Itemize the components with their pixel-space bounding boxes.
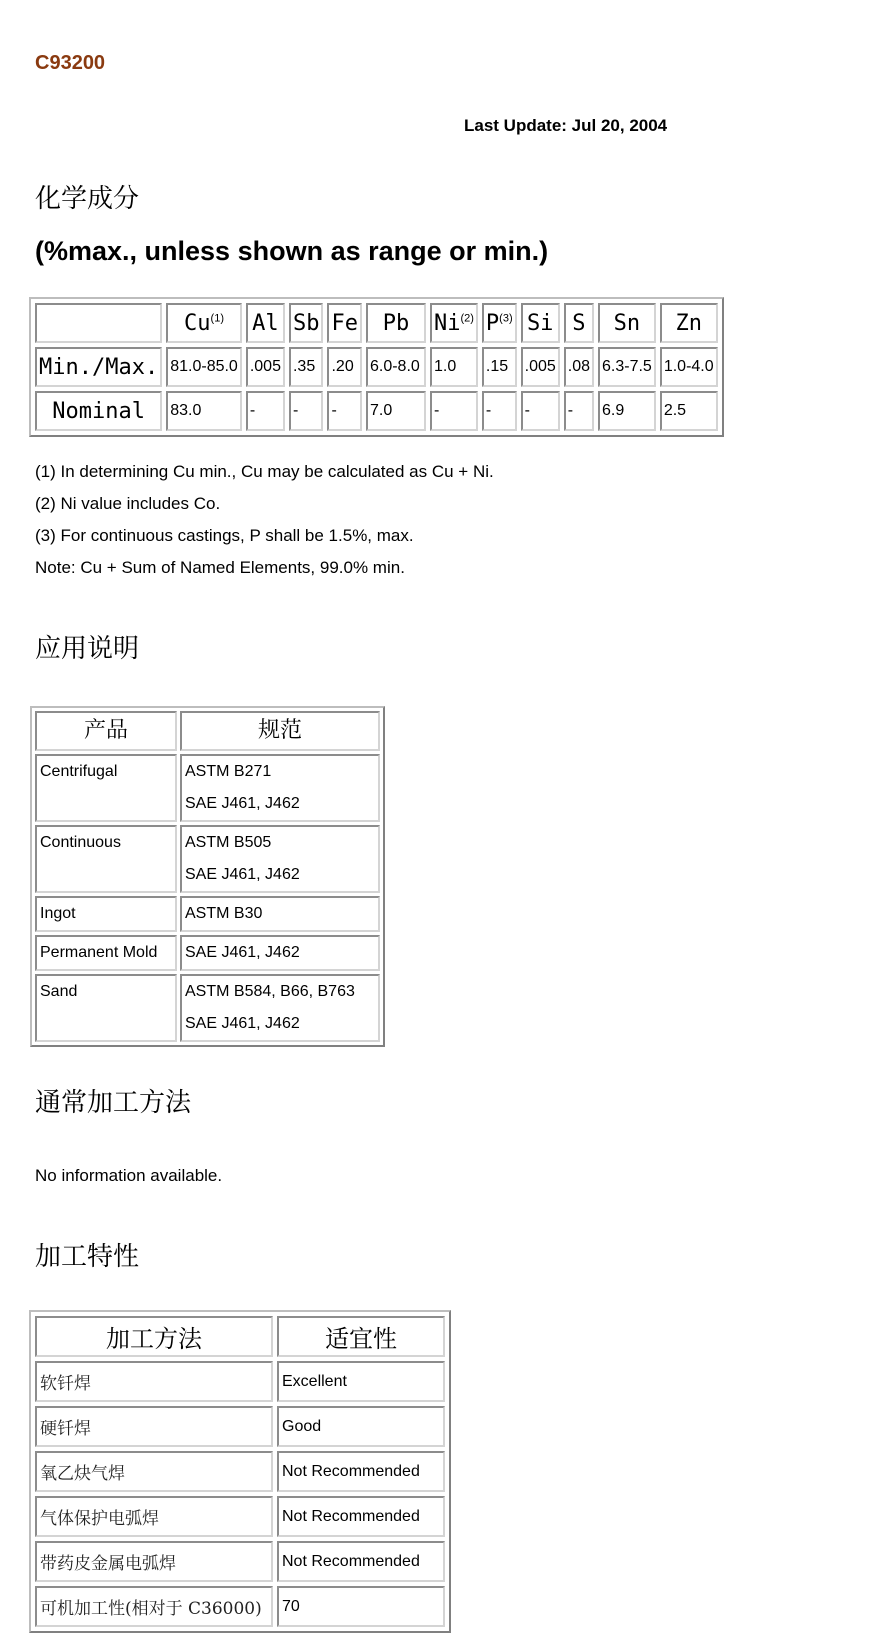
fabrication-header-row xyxy=(35,1316,445,1357)
table-row xyxy=(35,1586,445,1627)
cell-value: 83.0 xyxy=(166,391,242,431)
suitability-cell: Good xyxy=(277,1406,445,1447)
col-cu: Cu$^{(1)}$ xyxy=(166,303,242,343)
col-product: 产品 xyxy=(35,711,177,751)
cell-value: - xyxy=(327,391,362,431)
col-sn: Sn xyxy=(598,303,656,343)
suitability-cell: Excellent xyxy=(277,1361,445,1402)
applications-heading: 应用说明 xyxy=(35,634,140,664)
cell-value: .005 xyxy=(246,347,285,387)
col-method: 加工方法 xyxy=(35,1316,273,1357)
method-cell: 气体保护电弧焊 xyxy=(35,1496,273,1537)
table-row xyxy=(35,935,380,971)
product-cell: Sand xyxy=(35,974,177,1042)
col-pb: Pb xyxy=(366,303,426,343)
fabrication-heading: 加工特性 xyxy=(35,1242,140,1272)
col-si: Si xyxy=(521,303,560,343)
cell-value: 81.0-85.0 xyxy=(166,347,242,387)
suitability-cell: 70 xyxy=(277,1586,445,1627)
composition-minmax-row xyxy=(35,347,718,387)
col-ni: Ni$^{(2)}$ xyxy=(430,303,478,343)
table-row xyxy=(35,825,380,893)
cell-value: .20 xyxy=(327,347,362,387)
footnote-1: (1) In determining Cu min., Cu may be calculated as Cu + Ni. xyxy=(35,462,494,481)
applications-header-row xyxy=(35,711,380,751)
col-p: $P^{(3)}$ xyxy=(482,303,517,343)
spec-cell xyxy=(180,825,380,893)
spec-line: ASTM B584, B66, B763 xyxy=(185,983,355,1000)
col-fe: Fe xyxy=(327,303,362,343)
method-cell: 可机加工性(相对于 C36000) xyxy=(35,1586,273,1627)
processing-text: No information available. xyxy=(35,1166,223,1185)
chem-heading: 化学成分 xyxy=(35,184,140,214)
spec-line: ASTM B271 xyxy=(185,763,272,780)
product-cell: Centrifugal xyxy=(35,754,177,822)
spec-cell xyxy=(180,935,380,971)
composition-note: Note: Cu + Sum of Named Elements, 99.0% min. xyxy=(35,558,405,577)
suitability-cell: Not Recommended xyxy=(277,1451,445,1492)
table-row xyxy=(35,1361,445,1402)
col-s: S xyxy=(564,303,594,343)
composition-header-row xyxy=(35,303,718,343)
cell-value: .35 xyxy=(289,347,324,387)
spec-line: SAE J461, J462 xyxy=(185,944,300,961)
spec-line: ASTM B505 xyxy=(185,834,272,851)
product-cell: Continuous xyxy=(35,825,177,893)
table-row xyxy=(35,754,380,822)
col-sb: Sb xyxy=(289,303,324,343)
cell-value: 6.0-8.0 xyxy=(366,347,426,387)
cell-value: 2.5 xyxy=(660,391,718,431)
method-cell: 软钎焊 xyxy=(35,1361,273,1402)
chem-subheading: (%max., unless shown as range or min.) xyxy=(35,236,549,266)
spec-line: SAE J461, J462 xyxy=(185,1015,300,1032)
fabrication-table xyxy=(29,1310,451,1633)
cell-value: .005 xyxy=(521,347,560,387)
cell-value: .15 xyxy=(482,347,517,387)
corner-cell xyxy=(35,303,162,343)
cell-value: - xyxy=(564,391,594,431)
spec-line: ASTM B30 xyxy=(185,905,263,922)
col-spec: 规范 xyxy=(180,711,380,751)
cell-value: 7.0 xyxy=(366,391,426,431)
suitability-cell: Not Recommended xyxy=(277,1541,445,1582)
method-cell: 氧乙炔气焊 xyxy=(35,1451,273,1492)
cell-value: - xyxy=(246,391,285,431)
processing-heading: 通常加工方法 xyxy=(35,1088,192,1118)
cell-value: 6.9 xyxy=(598,391,656,431)
applications-table xyxy=(30,706,385,1047)
cell-value: - xyxy=(521,391,560,431)
row-label-minmax: Min./Max. xyxy=(35,347,162,387)
footnote-3: (3) For continuous castings, P shall be 1.5%, max. xyxy=(35,526,414,545)
footnote-2: (2) Ni value includes Co. xyxy=(35,494,221,513)
suitability-cell: Not Recommended xyxy=(277,1496,445,1537)
method-cell: 硬钎焊 xyxy=(35,1406,273,1447)
table-row xyxy=(35,896,380,932)
composition-table xyxy=(29,297,724,437)
alloy-title: C93200 xyxy=(35,52,106,74)
spec-cell xyxy=(180,974,380,1042)
col-suitability: 适宜性 xyxy=(277,1316,445,1357)
table-row xyxy=(35,1451,445,1492)
spec-line: SAE J461, J462 xyxy=(185,795,300,812)
col-al: Al xyxy=(246,303,285,343)
cell-value: - xyxy=(289,391,324,431)
table-row xyxy=(35,1406,445,1447)
cell-value: 1.0 xyxy=(430,347,478,387)
product-cell: Ingot xyxy=(35,896,177,932)
composition-nominal-row xyxy=(35,391,718,431)
cell-value: - xyxy=(482,391,517,431)
row-label-nominal: Nominal xyxy=(35,391,162,431)
spec-cell xyxy=(180,754,380,822)
product-cell: Permanent Mold xyxy=(35,935,177,971)
spec-line: SAE J461, J462 xyxy=(185,866,300,883)
table-row xyxy=(35,1541,445,1582)
cell-value: - xyxy=(430,391,478,431)
table-row xyxy=(35,1496,445,1537)
cell-value: .08 xyxy=(564,347,594,387)
col-zn: Zn xyxy=(660,303,718,343)
spec-cell xyxy=(180,896,380,932)
cell-value: 6.3-7.5 xyxy=(598,347,656,387)
cell-value: 1.0-4.0 xyxy=(660,347,718,387)
table-row xyxy=(35,974,380,1042)
method-cell: 带药皮金属电弧焊 xyxy=(35,1541,273,1582)
last-update: Last Update: Jul 20, 2004 xyxy=(464,116,668,135)
